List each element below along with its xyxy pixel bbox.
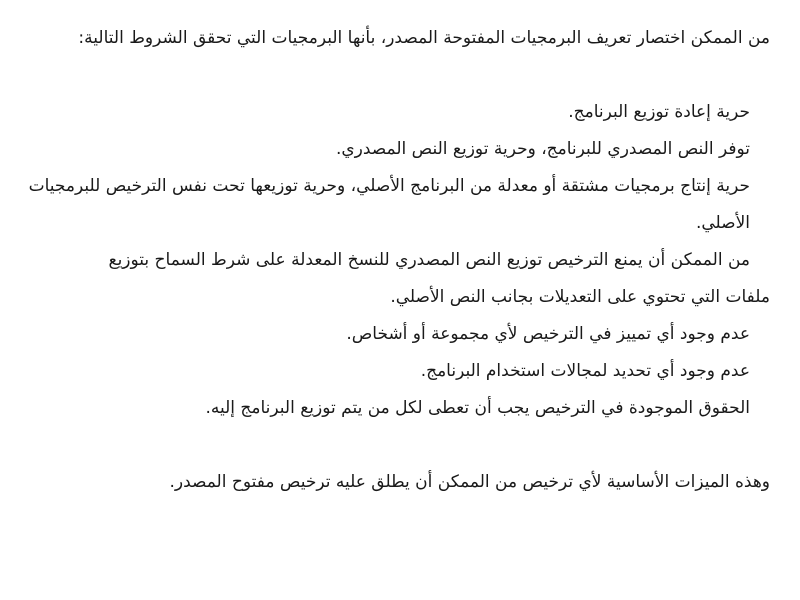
condition-1: حرية إعادة توزيع البرنامج. [568,102,750,122]
condition-4-line-2: ملفات التي تحتوي على التعديلات بجانب النص الأصلي. [390,287,770,307]
condition-4-line-1: من الممكن أن يمنع الترخيص توزيع النص المصدري للنسخ المعدلة على شرط السماح بتوزيع [108,250,750,270]
condition-7: الحقوق الموجودة في الترخيص يجب أن تعطى لكل من يتم توزيع البرنامج إليه. [205,398,750,418]
condition-2: توفر النص المصدري للبرنامج، وحرية توزيع النص المصدري. [335,139,750,159]
condition-6: عدم وجود أي تحديد لمجالات استخدام البرنامج. [420,361,750,381]
condition-3: حرية إنتاج برمجيات مشتقة أو معدلة من البرنامج الأصلي، وحرية توزيعها تحت نفس الترخيص للبرمجيات الأصلي. [28,176,750,233]
condition-5: عدم وجود أي تمييز في الترخيص لأي مجموعة أو أشخاص. [346,324,750,344]
condition-4 [10,242,770,316]
intro-paragraph: من الممكن اختصار تعريف البرمجيات المفتوحة المصدر، بأنها البرمجيات التي تحقق الشروط التالية: [78,28,770,48]
conclusion-paragraph: وهذه الميزات الأساسية لأي ترخيص من الممكن أن يطلق عليه ترخيص مفتوح المصدر. [169,472,770,492]
